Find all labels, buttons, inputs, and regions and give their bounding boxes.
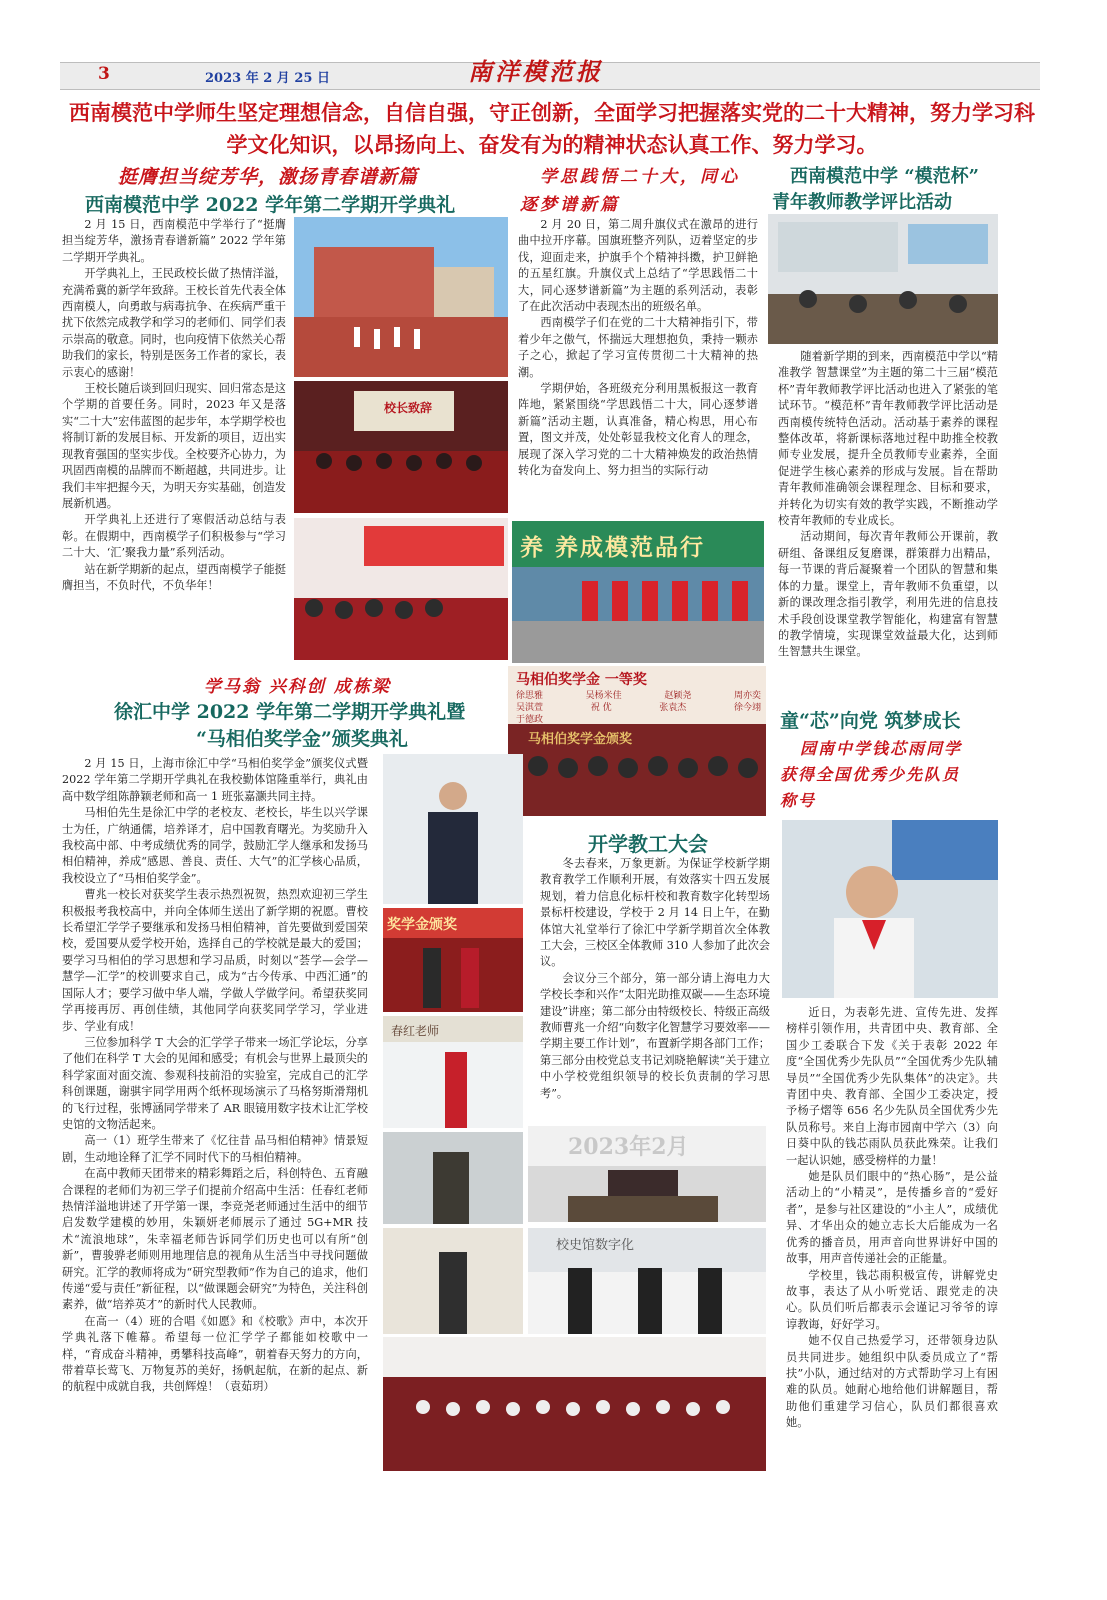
photo-principal-speech	[294, 381, 508, 513]
photo-staff-meeting-speaker	[528, 1126, 766, 1222]
article4-kicker: 学马翁 兴科创 成栋梁	[204, 677, 391, 697]
photo-principal-speaking	[383, 754, 523, 904]
article5-paragraph: 会议分三个部分，第一部分请上海电力大学校长李和兴作“太阳光助推双碳——生态环境建设”讲座；第二部分由特级校长、特级正高级教师曹兆一介绍“向数字化智慧学习要效率——学期主要工作计划”，布置新学期各部门工作；第三部分由校党总支书记刘晓艳解读“关于建立中小学校党组织领导的校长负责制的学习思考”。	[540, 971, 770, 1100]
article6-body	[786, 1005, 998, 1432]
photo-banner-text: 校史馆数字化	[556, 1238, 635, 1253]
article1-body-a	[62, 217, 286, 594]
article5-body	[540, 856, 770, 1102]
article1-kicker: 挺膺担当绽芳华，激扬青春谱新篇	[118, 166, 419, 188]
article1-paragraph: 开学典礼上还进行了寒假活动总结与表彰。在假期中，西南模学子们积极参与“学习二十大、‘汇’聚我力量”系列活动。	[62, 513, 286, 560]
article4-paragraph: 三位参加科学 T 大会的汇学学子带来一场汇学论坛，分享了他们在科学 T 大会的见闻和感受；有机会与世界上最顶尖的科学家面对面交流、参观科技前沿的实验室，完成自己的汇学科创课题，谢骐宇同学用两个纸杯现场演示了马格努斯滑翔机的飞行过程，张博涵同学带来了 AR 眼镜用数字技术让汇学校史馆的文物活起来。	[62, 1035, 368, 1131]
awardee-name: 于德政	[516, 715, 544, 725]
article2-body	[518, 217, 758, 480]
photo-banner-text: 养 养成模范品行	[520, 534, 706, 561]
article3-paragraph: 活动期间，每次青年教师公开课前，教研组、备课组反复磨课，群策群力出精品，每一节课的背后凝聚着一个团队的智慧和集体的力量。课堂上，青年教师不负重望，以新的课改理念指引教学，利用先进的信息技术手段创设课堂教学智能化，构建富有智慧的教学情境，实现课堂效益最大化，达到师生智慧共生课堂。	[778, 530, 998, 659]
article4-title-line2: “马相伯奖学金”颁奖典礼	[196, 728, 408, 750]
article3-title-line1: 西南模范中学 “模范杯”	[790, 166, 979, 187]
article6-kicker-line1: 园南中学钱芯雨同学	[800, 739, 963, 758]
article1-paragraph: 开学典礼上，王民政校长做了热情洋溢，充满希冀的新学年致辞。王校长首先代表全体西南模人，向勇敢与病毒抗争、在疾病严重干扰下依然完成教学和学习的老师们、同学们表示崇高的敬意。同时，也向疫情下依然关心帮助我们的家长，特别是医务工作者的家长，表示衷心的感谢！	[62, 267, 286, 379]
article6-paragraph: 她是队员们眼中的“热心肠”，是公益活动上的“小精灵”，是传播乡音的“爱好者”，是参与社区建设的“小主人”，成绩优异、才华出众的她立志长大后能成为一名优秀的播音员，用声音向世界讲好中国的故事，用声音传递社会的正能量。	[786, 1170, 998, 1266]
article6-title: 童“芯”向党 筑梦成长	[780, 710, 961, 732]
article1-paragraph: 站在新学期新的起点，望西南模学子能挺膺担当，不负时代，不负华年！	[62, 562, 286, 592]
award-names-row	[516, 700, 761, 713]
article2-paragraph: 学期伊始，各班级充分利用黑板报这一教育阵地，紧紧围绕“学思践悟二十大，同心逐梦谱新篇”活动主题，认真准备，精心构思，用心布置，图文并茂，处处彰显我校文化育人的理念，展现了深入学习党的二十大精神焕发的政治热情转化为奋发向上、努力担当的实际行动	[518, 382, 758, 478]
photo-banner-text: 奖学金颁奖	[387, 917, 457, 933]
photo-banner-text: 校长致辞	[384, 401, 433, 415]
article4-paragraph: 2 月 15 日，上海市徐汇中学“马相伯奖学金”颁奖仪式暨 2022 学年第二学期开学典礼在我校勤体馆隆重举行，典礼由高中数学组陈静颖老师和高一 1 班张嘉灏共同主持。	[62, 757, 368, 803]
article4-title-line1: 徐汇中学 2022 学年第二学期开学典礼暨	[114, 701, 466, 723]
photo-award-stage	[294, 518, 508, 660]
article5-title: 开学教工大会	[588, 832, 708, 856]
awardee-name: 祝 优	[590, 703, 612, 713]
issue-date: 2023 年 2 月 25 日	[205, 71, 330, 86]
article4-body	[62, 756, 368, 1396]
photo-museum-digitization	[528, 1228, 766, 1334]
article2-paragraph: 2 月 20 日，第二周升旗仪式在激昂的进行曲中拉开序幕。国旗班整齐列队，迈着坚定的步伐，迎面走来，护旗手个个精神抖擞，护卫鲜艳的五星红旗。升旗仪式上总结了“学思践悟二十大，同心逐梦谱新篇”为主题的系列活动，表彰了在此次活动中表现杰出的班级名单。	[518, 218, 758, 314]
article5-paragraph: 冬去春来，万象更新。为保证学校新学期教育教学工作顺利开展，有效落实十四五发展规划，着力信息化标杆校和教育数字化转型场景标杆校建设，学校于 2 月 14 日上午，在勤体馆大礼堂举行了徐汇中学新学期首次全体教工大会，三校区全体教师 310 人参加了此次会议。	[540, 857, 770, 969]
article6-kicker-line2: 获得全国优秀少先队员	[780, 765, 961, 784]
page-headline: 西南模范中学师生坚定理想信念，自信自强，守正创新，全面学习把握落实党的二十大精神，努力学习科学文化知识，以昂扬向上、奋发有为的精神状态认真工作、努力学习。	[69, 100, 1035, 157]
photo-choir-performance	[383, 1337, 766, 1471]
award-bottom-banner: 马相伯奖学金颁奖	[528, 732, 633, 747]
page-number: 3	[98, 64, 110, 84]
awardee-name: 周亦奕	[733, 691, 761, 701]
award-title: 马相伯奖学金 一等奖	[516, 672, 647, 688]
article2-paragraph: 西南模学子们在党的二十大精神指引下，带着少年之傲气，怀揣远大理想抱负，秉持一颗赤子之心，掀起了学习宣传贯彻二十大精神的热潮。	[518, 316, 758, 379]
article4-paragraph: 在高中教师天团带来的精彩舞蹈之后，科创特色、五育融合课程的老师们为初三学子们提前介绍高中生活：任春红老师热情洋溢地讲述了开学第一课，李竞尧老师通过生活中的细节启发数学建模的妙用，朱颖妍老师展示了通过 5G+MR 技术“流浪地球”，朱幸福老师告诉同学们历史也可以有所“创新”，曹骏骅老师则用地理信息的视角从生活当中寻找问题做研究。汇学的教师将成为“研究型教师”作为自己的追求，他们传递“爱与责任”新征程，以“做课题会研究”为特色，关注科创素养，做“培养英才”的新时代人民教师。	[62, 1167, 368, 1312]
photo-teacher-presenting	[383, 1016, 523, 1128]
article1-paragraph: 王校长随后谈到回归现实、回归常态是这个学期的首要任务。同时，2023 年又是落实“二十大”宏伟蓝图的起步年，本学期学校也将制订新的发展目标、开发新的项目，迈出实现教育强国的坚实步伐。全校要齐心协力，为巩固西南模的品牌而不断超越，共同进步。让我们丰牢把握今天，为明天夯实基础，创造发展新机遇。	[62, 382, 287, 510]
article6-paragraph: 她不仅自己热爱学习，还带领身边队员共同进步。她组织中队委员成立了“帮扶”小队，通过结对的方式帮助学习上有困难的队员。她耐心地给他们讲解题目，帮助他们重建学习信心，队员们都很喜欢她。	[786, 1334, 998, 1430]
awardee-name: 徐今翊	[733, 703, 761, 713]
article4-paragraph: 马相伯先生是徐汇中学的老校友、老校长，毕生以兴学课士为任，广纳通儒，培养译才，启中国教育曙光。为奖励升入我校高中部、中考成绩优秀的同学，鼓励汇学人继承和发扬马相伯精神，养成“感恩、善良、责任、大气”的汇学核心品质，我校设立了“马相伯奖学金”。	[62, 806, 368, 885]
article1-title: 西南模范中学 2022 学年第二学期开学典礼	[85, 194, 456, 216]
photo-teacher-classroom	[768, 214, 998, 344]
article2-kicker-line1: 学思践悟二十大，同心	[540, 167, 740, 187]
photo-teacher-stage	[383, 1228, 523, 1334]
photo-scholarship-awardees	[508, 666, 766, 816]
article1-paragraph: 2 月 15 日，西南模范中学举行了“挺膺担当绽芳华，激扬青春谱新篇” 2022 学年第二学期开学典礼。	[62, 218, 286, 264]
photo-young-pioneer-speaking	[782, 820, 998, 998]
article6-paragraph: 学校里，钱芯雨积极宣传，讲解党史故事，表达了从小听党话、跟党走的决心。队员们听后都表示会谨记习爷爷的谆谆教诲，好好学习。	[786, 1268, 998, 1331]
article4-paragraph: 曹兆一校长对获奖学生表示热烈祝贺，热烈欢迎初三学生积极报考我校高中，并向全体师生送出了新学期的祝愿。曹校长希望汇学学子要继承和发扬马相伯精神，首先要做到爱国荣校，爱国要从爱学校开始，选择自己的学校就是最大的爱国；要学习马相伯的学习思想和学习品质，时刻以“荟学—会学—慧学—汇学”的校训要求自己，成为“古今传承、中西汇通”的国际人才；要学习做中华人端，学做人学做学问。希望获奖同学再接再厉、再创佳绩，其他同学向获奖同学学习，学业进步、学业有成！	[62, 888, 368, 1033]
article3-title-line2: 青年教师教学评比活动	[772, 192, 952, 213]
photo-host-duo	[383, 908, 523, 1012]
article4-paragraph: 在高一（4）班的合唱《如愿》和《校歌》声中，本次开学典礼落下帷幕。希望每一位汇学学子都能如校歌中一样，“育成奋斗精神，勇攀科技高峰”，朝着春天努力的方向，带着草长莺飞、万物复苏的美好，扬帆起航，在新的起点、新的航程中成就自我，共创辉煌！（袁茹玥）	[62, 1314, 368, 1394]
photo-student-microphone	[383, 1132, 523, 1224]
article4-paragraph: 高一（1）班学生带来了《忆往昔 品马相伯精神》情景短剧，生动地诠释了汇学不同时代下的马相伯精神。	[62, 1134, 368, 1164]
masthead-logo: 南洋模范报	[468, 57, 603, 86]
awardee-name: 徐思雅	[516, 691, 544, 701]
awardee-name: 吴杨米佳	[585, 691, 622, 701]
awardee-name: 赵颖尧	[664, 691, 692, 701]
photo-banner-text: 2023年2月	[568, 1134, 689, 1160]
photo-model-conduct-ceremony	[512, 521, 764, 663]
article2-kicker-line2: 逐梦谱新篇	[520, 195, 620, 215]
awardee-name: 吴淇萱	[516, 703, 544, 713]
article3-paragraph: 随着新学期的到来，西南模范中学以“精准教学 智慧课堂”为主题的第二十三届“模范杯”青年教师教学评比活动也进入了紧张的笔试环节。“模范杯”青年教师教学评比活动是西南模传统特色活动。活动基于素养的课程整体改革，将新课标落地过程中助推全校教师专业发展，提升全员教师专业素养，全面促进学生核心素养的形成与发展。旨在帮助青年教师准确领会课程理念、目标和要求，并转化为切实有效的教学实践，不断推动学校青年教师的专业成长。	[778, 350, 998, 528]
awardee-name: 张袁杰	[659, 703, 687, 713]
article3-body	[778, 349, 998, 661]
photo-school-assembly	[294, 217, 508, 377]
article6-kicker-line3: 称号	[780, 791, 817, 810]
article6-paragraph: 近日，为表彰先进、宣传先进、发挥榜样引领作用，共青团中央、教育部、全国少工委联合下发《关于表彰 2022 年度“全国优秀少先队员”“全国优秀少先队辅导员”“全国优秀少先队集体”的决定》。共青团中央、教育部、全国少工委决定，授予杨子熠等 656 名少先队员全国优秀少先队员称号。来自上海市园南中学六（3）向日葵中队的钱芯雨队员获此殊荣。让我们一起认识她，感受榜样的力量！	[786, 1006, 998, 1167]
photo-banner-text: 春红老师	[391, 1024, 440, 1038]
